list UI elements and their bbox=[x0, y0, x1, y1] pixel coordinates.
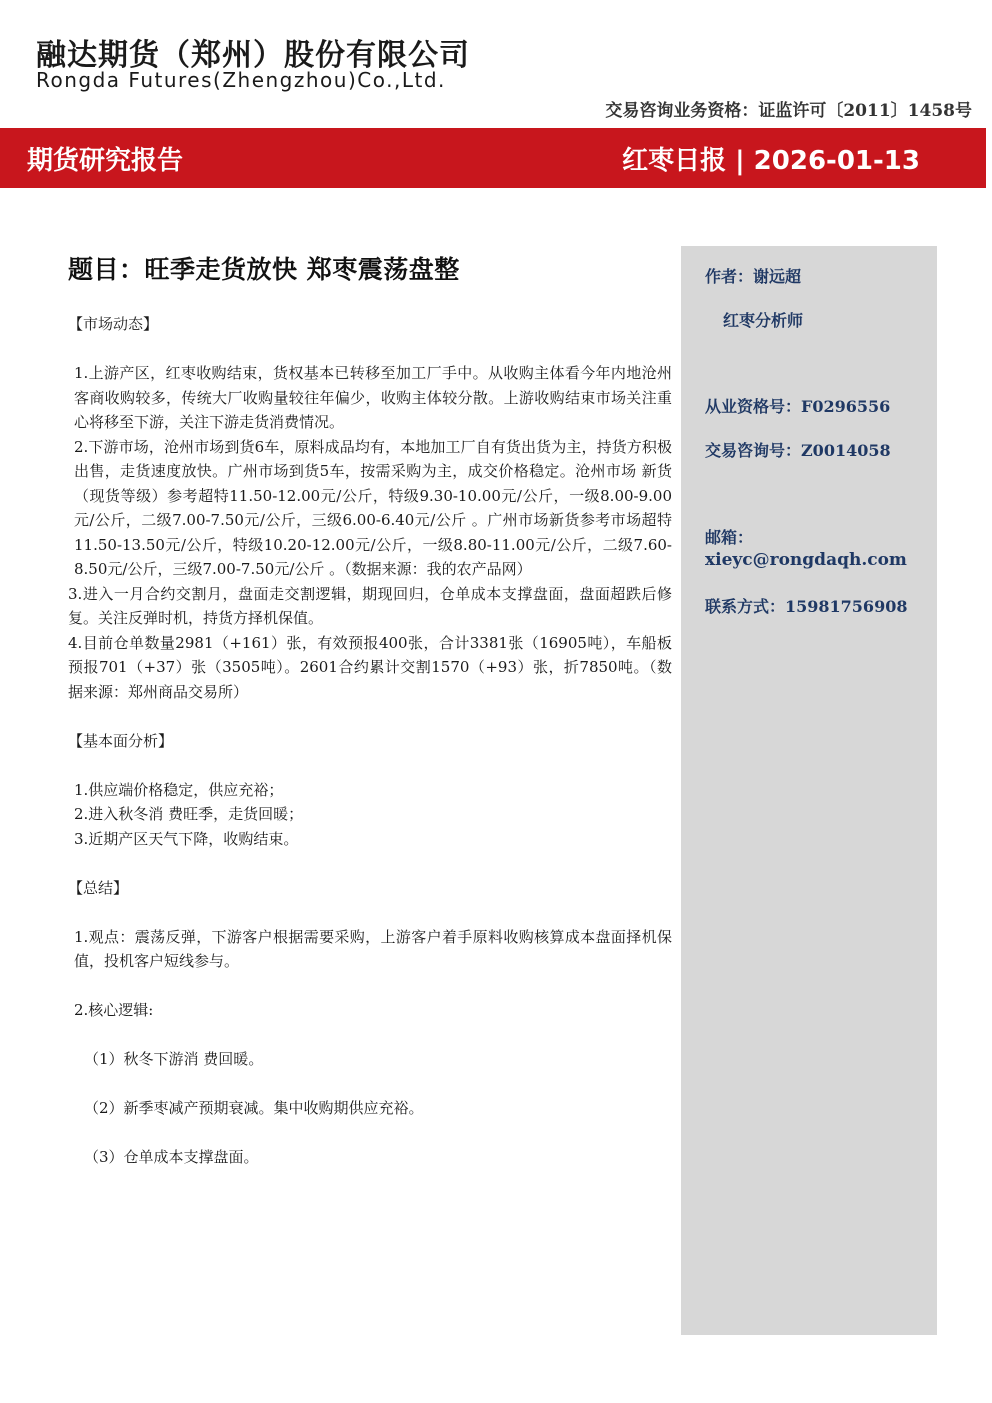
summary-view: 1.观点：震荡反弹，下游客户根据需要采购，上游客户着手原料收购核算成本盘面择机保值，投机客户短线参与。 bbox=[74, 927, 672, 970]
fundamentals-item-3: 3.近期产区天气下降，收购结束。 bbox=[74, 829, 299, 848]
author-role: 红枣分析师 bbox=[723, 311, 804, 330]
section-heading-fundamentals: 【基本面分析】 bbox=[68, 731, 174, 750]
market-item-3: 3.进入一月合约交割月，盘面走交割逻辑，期现回归，仓单成本支撑盘面，盘面超跌后修复。关注反弹时机，持货方择机保值。 bbox=[68, 584, 672, 627]
market-item-4: 4.目前仓单数量2981（+161）张，有效预报400张，合计3381张（16905吨），车船板预报701（+37）张（3505吨）。2601合约累计交割1570（+93）张，折7850吨。（数据来源：郑州商品交易所） bbox=[68, 633, 672, 701]
contact-phone: 联系方式：15981756908 bbox=[705, 597, 908, 616]
market-item-2: 2.下游市场，沧州市场到货6车，原料成品均有，本地加工厂自有货出货为主，持货方积极出售，走货速度放快。广州市场到货5车，按需采购为主，成交价格稳定。沧州市场 新货（现货等级）参考超特11.50-12.00元/公斤，特级9.30-10.00元/公斤，一级8.00-9.00元/公斤，二级7.00-7.50元/公斤，三级6.00-6.40元/公斤 。广州市场新货参考市场超特11.50-13.50元/公斤，特级10.20-12.00元/公斤，一级8.80-11.00元/公斤，二级7.60-8.50元/公斤，三级7.00-7.50元/公斤 。（数据来源：我的农产品网） bbox=[74, 437, 672, 578]
report-type: 期货研究报告 bbox=[27, 146, 184, 176]
business-qualification: 交易咨询业务资格：证监许可〔2011〕1458号 bbox=[605, 101, 972, 121]
email-link[interactable]: xieyc@rongdaqh.com bbox=[705, 550, 907, 570]
summary-logic-heading: 2.核心逻辑: bbox=[74, 1001, 154, 1019]
fundamentals-item-1: 1.供应端价格稳定，供应充裕； bbox=[74, 780, 284, 799]
author-name: 作者：谢远超 bbox=[705, 267, 802, 286]
company-name-cn: 融达期货（郑州）股份有限公司 bbox=[36, 38, 470, 73]
market-item-1: 1.上游产区，红枣收购结束，货权基本已转移至加工厂手中。从收购主体看今年内地沧州客商收购较多，传统大厂收购量较往年偏少，收购主体较分散。上游收购结束市场关注重心将移至下游，关注下游走货消费情况。 bbox=[74, 364, 672, 431]
report-body bbox=[68, 250, 672, 1170]
report-title: 题目：旺季走货放快 郑枣震荡盘整 bbox=[68, 255, 460, 284]
report-banner bbox=[0, 128, 986, 188]
section-heading-summary: 【总结】 bbox=[68, 878, 129, 897]
email-label: 邮箱： bbox=[705, 528, 754, 547]
consult-number: 交易咨询号：Z0014058 bbox=[705, 441, 891, 460]
report-name-date: 红枣日报 | 2026-01-13 bbox=[622, 146, 920, 176]
fundamentals-item-2: 2.进入秋冬消 费旺季，走货回暖； bbox=[74, 805, 304, 823]
section-heading-market: 【市场动态】 bbox=[68, 315, 159, 333]
logic-item-1: （1）秋冬下游消 费回暖。 bbox=[84, 1050, 264, 1068]
logic-item-2: （2）新季枣减产预期衰减。集中收购期供应充裕。 bbox=[84, 1099, 424, 1117]
company-name-en: Rongda Futures(Zhengzhou)Co.,Ltd. bbox=[36, 68, 446, 92]
author-sidebar bbox=[681, 246, 937, 1335]
license-number: 从业资格号：F0296556 bbox=[705, 397, 891, 416]
logic-item-3: （3）仓单成本支撑盘面。 bbox=[84, 1148, 259, 1166]
